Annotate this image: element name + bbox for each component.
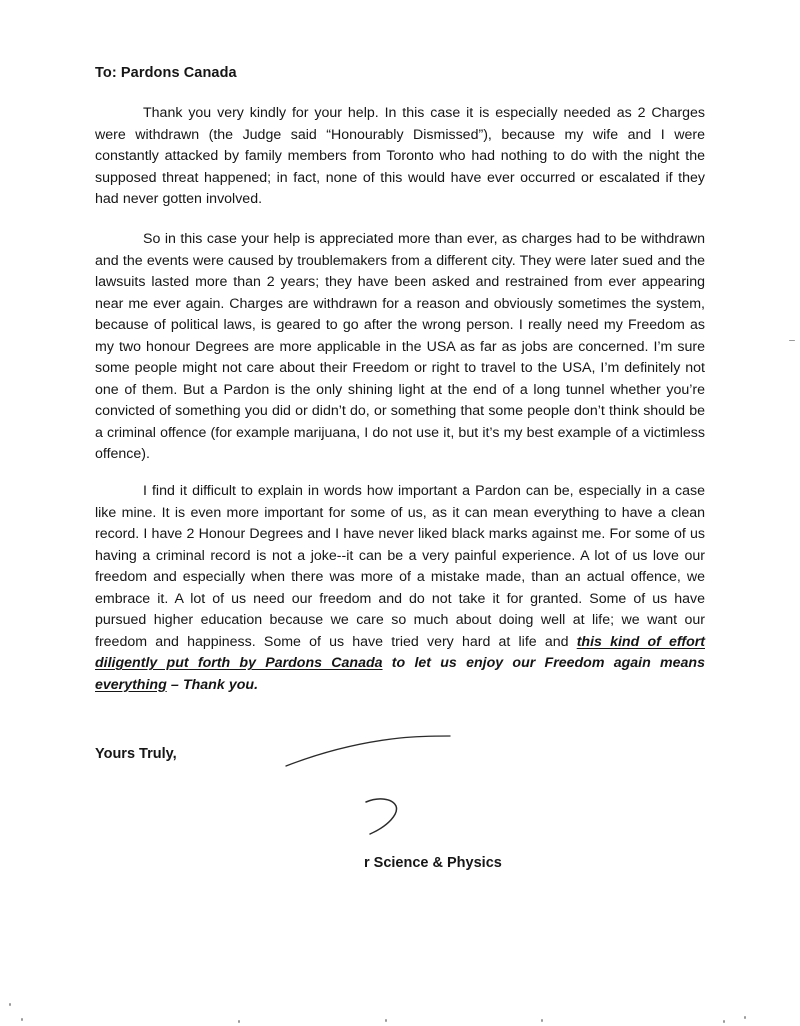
emphasis-bold-end: – Thank you. xyxy=(170,676,259,693)
scan-speck xyxy=(723,1020,725,1023)
signature-stroke-upper xyxy=(286,736,450,766)
scan-speck xyxy=(9,1003,11,1006)
signer-title: r Science & Physics xyxy=(364,855,502,871)
signature-stroke-lower xyxy=(366,799,396,834)
salutation: To: Pardons Canada xyxy=(95,65,237,81)
paragraph-2: So in this case your help is appreciated more than ever, as charges had to be withdrawn and the events were caused by troublemakers from a different city. They were later sued and the lawsuits lasted more than 2 years; they have been asked and restrained from ever appearing near me ever again. Charges are withdrawn for a reason and obviously sometimes the system, because of political laws, is geared to go after the wrong person. I really need my Freedom as my two honour Degrees are more applicable in the USA as far as jobs are concerned. I’m sure some people might not care about their Freedom or right to travel to the USA, I’m definitely not one of them. But a Pardon is the only shining light at the end of a long tunnel whether you’re convicted of something you did or didn’t do, or something that some people don’t think should be a criminal offence (for example marijuana, I do not use it, but it’s my best example of a victimless offence). xyxy=(95,231,705,462)
scan-speck xyxy=(238,1020,240,1023)
scan-speck xyxy=(21,1018,23,1021)
paragraph-1: Thank you very kindly for your help. In this case it is especially needed as 2 Charges were withdrawn (the Judge said “Honourably Dismissed”), because my wife and I were constantly attacked by family members from Toronto who had nothing to do with the night the supposed threat happened; in fact, none of this would have ever occurred or escalated if they had never gotten involved. xyxy=(95,105,705,207)
emphasis-bold-middle: to let us enjoy our Freedom again means xyxy=(391,655,705,671)
paragraph-3 xyxy=(95,481,705,696)
scan-speck xyxy=(541,1019,543,1022)
scan-speck xyxy=(744,1016,746,1019)
paragraph-3-text: I find it difficult to explain in words how important a Pardon can be, especially in a case like mine. It is even more important for some of us, as it can mean everything to have a clean record. I have 2 Honour Degrees and I have never liked black marks against me. For some of us having a criminal record is not a joke--it can be a very painful experience. A lot of us love our freedom and especially when there was more of a mistake made, than an actual offence, we embrace it. A lot of us need our freedom and do not take it for granted. Some of us have pursued higher education because we care so much about doing well at life; we want our freedom and happiness. Some of us have tried very hard at life and xyxy=(95,483,705,650)
scan-speck xyxy=(385,1019,387,1022)
closing: Yours Truly, xyxy=(95,746,177,762)
emphasis-underlined-2: everything xyxy=(95,676,167,693)
emphasis-underlined-1: this kind of effort diligently put forth by Pardons Canada xyxy=(95,633,705,671)
handwritten-signature xyxy=(282,730,462,840)
scan-speck xyxy=(789,340,795,341)
